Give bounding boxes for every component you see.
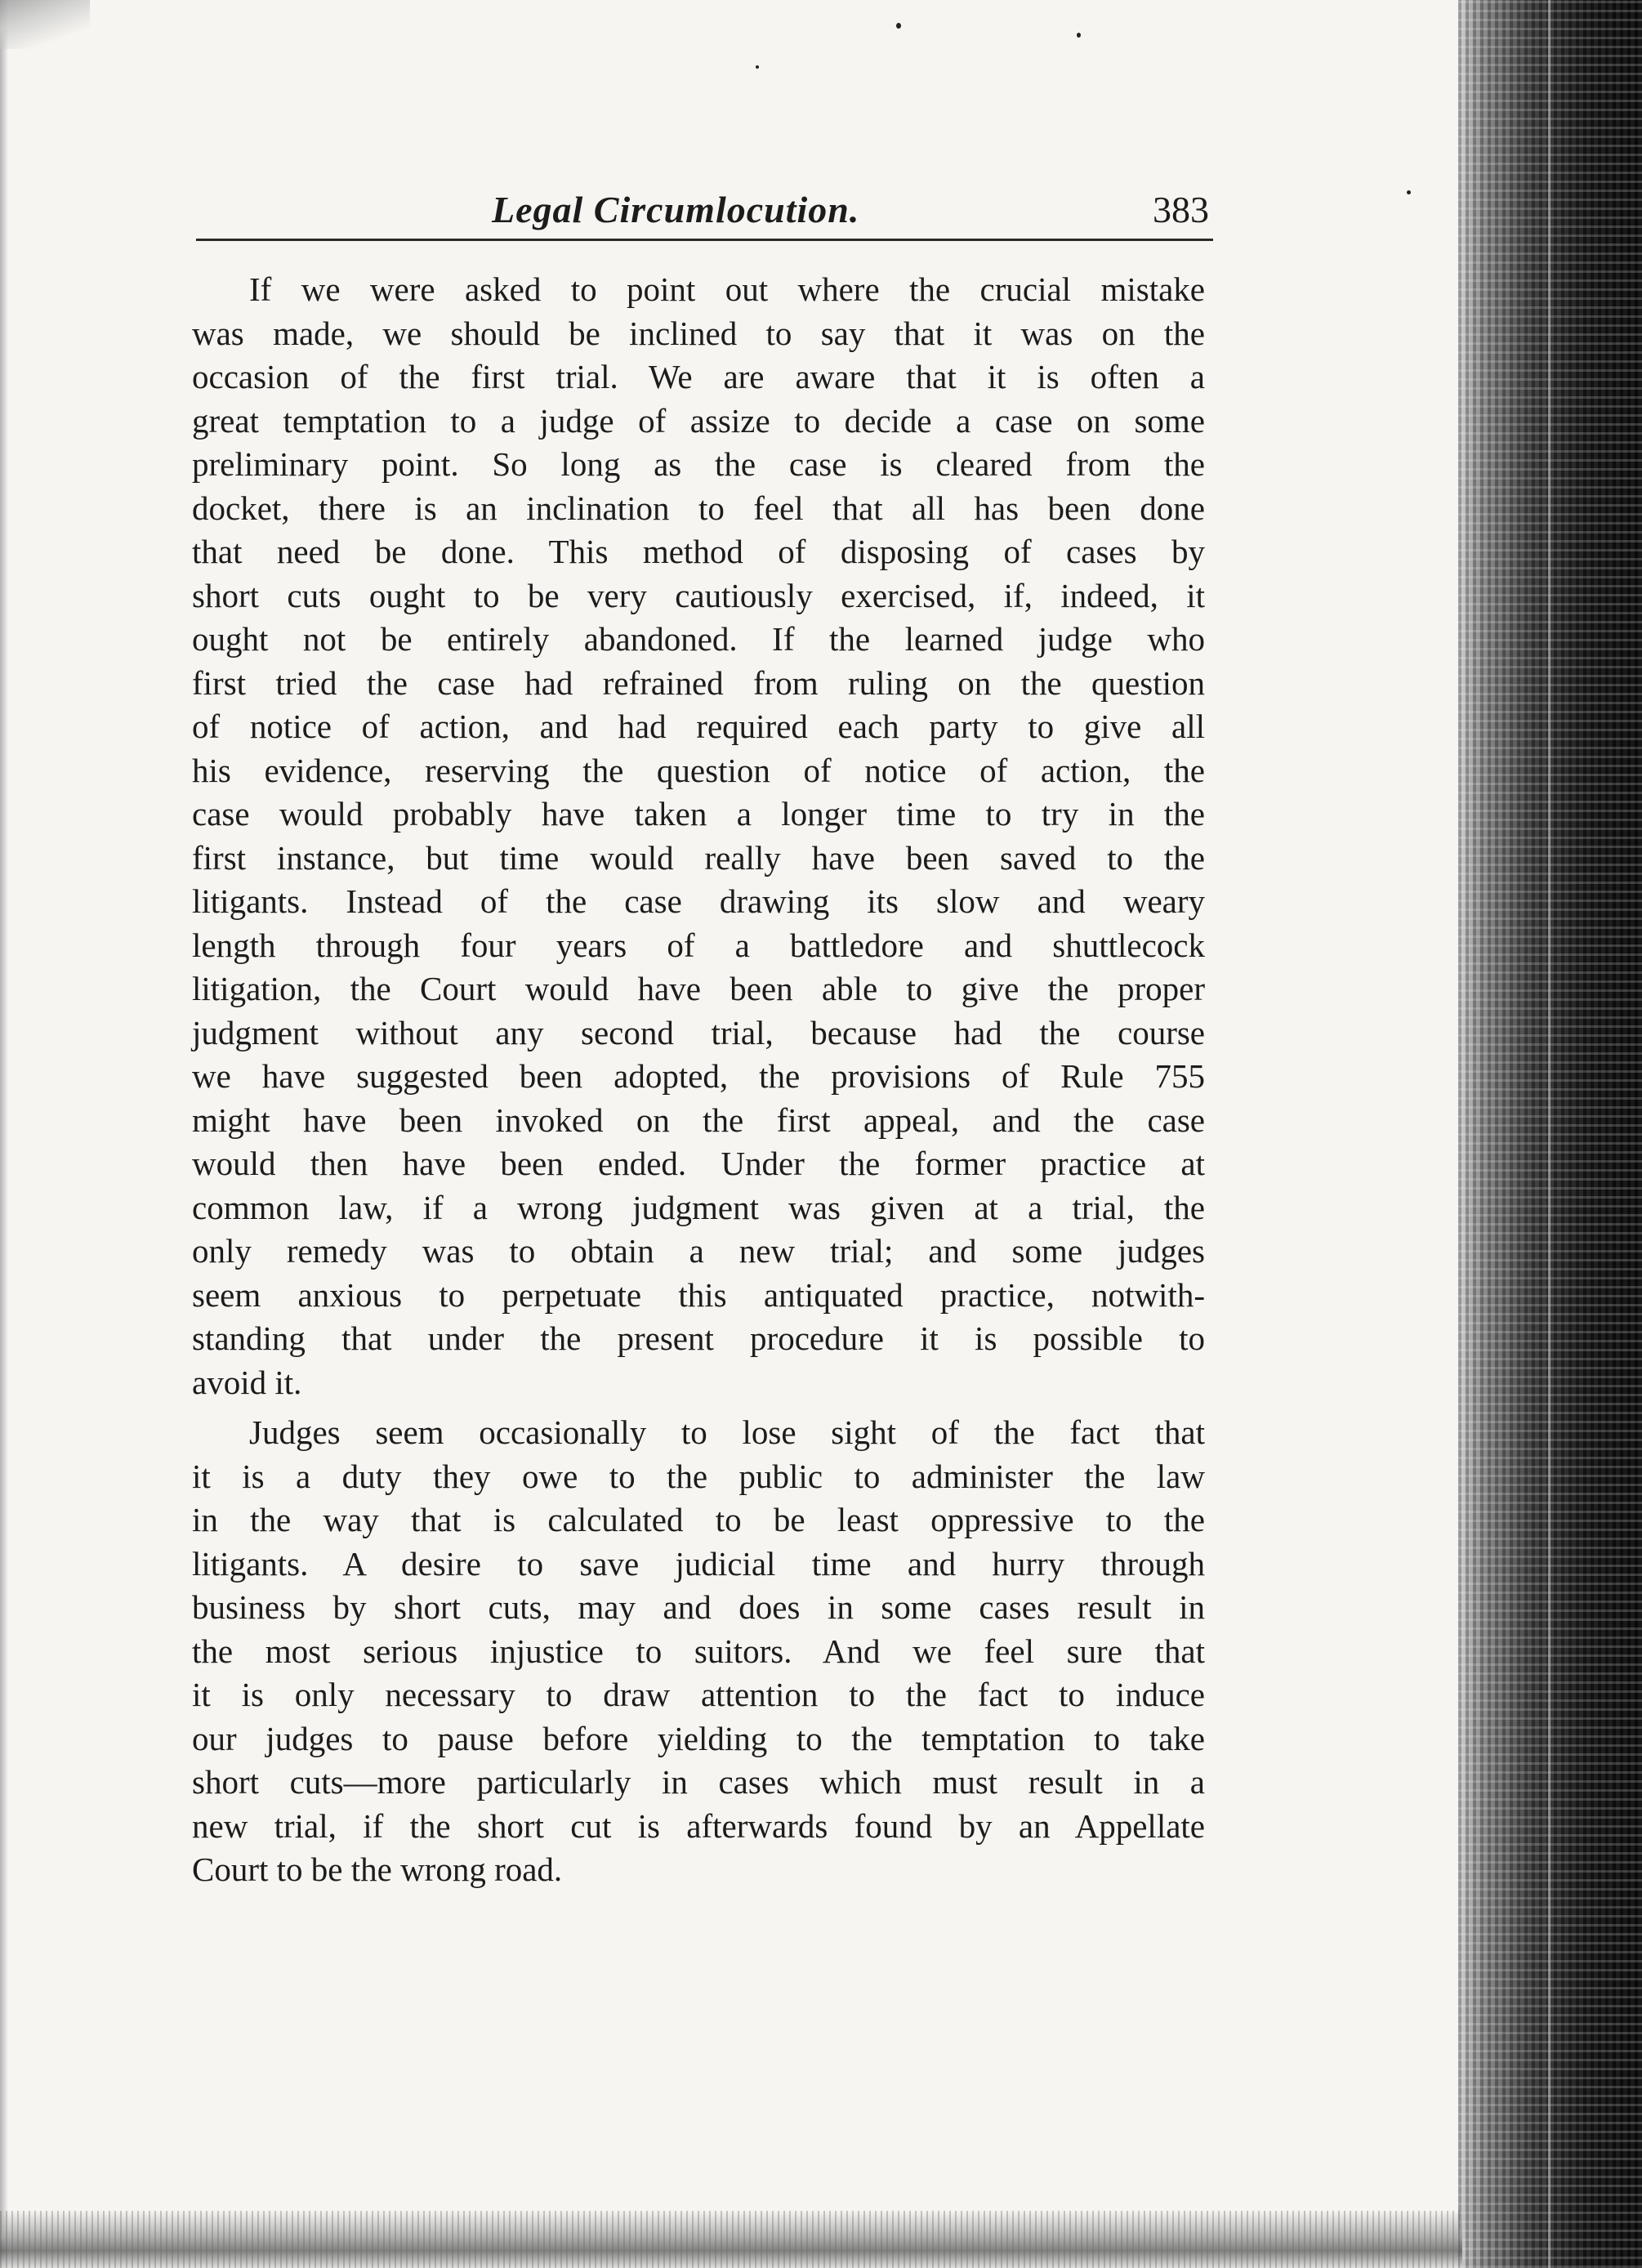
paragraph xyxy=(192,1411,1205,1892)
text-line: avoid it. xyxy=(192,1363,302,1401)
paragraph xyxy=(192,268,1205,1404)
paragraph-gap xyxy=(192,1404,1205,1411)
text-line: we have suggested been adopted, the provisions of Rule 755 xyxy=(192,1057,1205,1095)
text-line: was made, we should be inclined to say that it was on the xyxy=(192,314,1205,352)
header-rule xyxy=(196,239,1213,241)
text-line: that need be done. This method of disposing of cases by xyxy=(192,533,1205,570)
ink-speck xyxy=(756,65,759,69)
text-line: it is a duty they owe to the public to administer the law xyxy=(192,1457,1205,1495)
page-number: 383 xyxy=(1153,189,1209,230)
text-line: business by short cuts, may and does in some cases result in xyxy=(192,1588,1205,1626)
text-line: preliminary point. So long as the case is cleared from the xyxy=(192,445,1205,483)
text-line: common law, if a wrong judgment was given at a trial, the xyxy=(192,1188,1205,1226)
text-line: great temptation to a judge of assize to decide a case on some xyxy=(192,401,1205,440)
text-line: of notice of action, and had required each party to give all xyxy=(192,708,1205,745)
text-line: litigation, the Court would have been able to give the proper xyxy=(192,970,1205,1007)
running-title: Legal Circumlocution. xyxy=(492,189,860,230)
text-line: docket, there is an inclination to feel that all has been done xyxy=(192,489,1205,527)
text-line: short cuts ought to be very cautiously exercised, if, indeed, it xyxy=(192,576,1205,614)
text-line: ought not be entirely abandoned. If the learned judge who xyxy=(192,620,1205,658)
binding-highlight xyxy=(1548,0,1551,2268)
text-line: short cuts—more particularly in cases which must result in a xyxy=(192,1763,1205,1801)
text-line: litigants. A desire to save judicial time and hurry through xyxy=(192,1544,1205,1583)
text-line: Court to be the wrong road. xyxy=(192,1851,563,1888)
running-head xyxy=(196,181,1209,240)
scan-bottom-edge xyxy=(0,2211,1462,2268)
text-line: seem anxious to perpetuate this antiquated practice, notwith- xyxy=(192,1275,1205,1314)
text-line: first tried the case had refrained from ruling on the question xyxy=(192,663,1205,702)
ink-speck xyxy=(896,23,901,29)
text-line: new trial, if the short cut is afterwards found by an Appellate xyxy=(192,1806,1205,1845)
ink-speck xyxy=(1407,190,1411,194)
ink-speck xyxy=(1077,33,1081,38)
text-line: in the way that is calculated to be least oppressive to the xyxy=(192,1501,1205,1538)
text-line: length through four years of a battledore and shuttlecock xyxy=(192,926,1205,964)
text-line: our judges to pause before yielding to the temptation to take xyxy=(192,1719,1205,1757)
body-text xyxy=(192,268,1205,1892)
text-line: case would probably have taken a longer time to try in the xyxy=(192,795,1205,833)
scan-corner-artifact xyxy=(0,0,90,49)
text-line: If we were asked to point out where the crucial mistake xyxy=(249,270,1205,308)
text-line: might have been invoked on the first appeal, and the case xyxy=(192,1101,1205,1139)
scan-left-edge xyxy=(0,0,8,2268)
text-line: standing that under the present procedure it is possible to xyxy=(192,1319,1205,1357)
text-line: judgment without any second trial, because had the course xyxy=(192,1013,1205,1051)
text-line: occasion of the first trial. We are aware that it is often a xyxy=(192,358,1205,395)
text-line: it is only necessary to draw attention to the fact to induce xyxy=(192,1676,1205,1713)
text-line: would then have been ended. Under the former practice at xyxy=(192,1145,1205,1182)
text-line: his evidence, reserving the question of notice of action, the xyxy=(192,751,1205,789)
text-line: Judges seem occasionally to lose sight of the fact that xyxy=(249,1413,1205,1451)
text-line: the most serious injustice to suitors. And we feel sure that xyxy=(192,1632,1205,1670)
text-line: litigants. Instead of the case drawing its slow and weary xyxy=(192,882,1205,920)
text-line: only remedy was to obtain a new trial; and some judges xyxy=(192,1232,1205,1270)
text-line: first instance, but time would really have been saved to the xyxy=(192,838,1205,877)
